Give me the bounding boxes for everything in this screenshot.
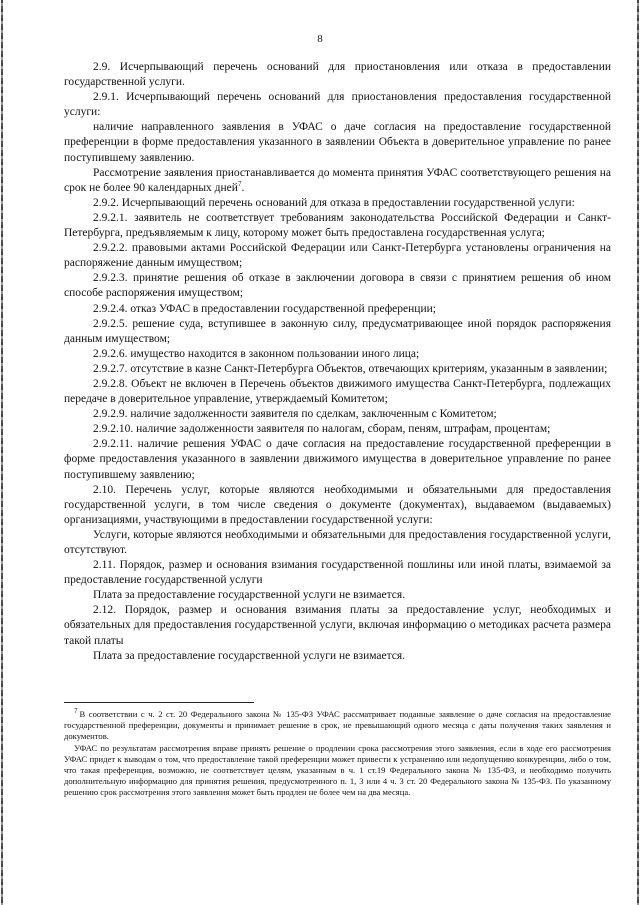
paragraph-services-absent: Услуги, которые являются необходимыми и обязательными для предоставления государственной услуги, отсутствуют. — [64, 528, 611, 556]
paragraph-fee-not-charged-1: Плата за предоставление государственной услуги не взимается. — [93, 589, 406, 602]
paragraph-2-9-2-3: 2.9.2.3. принятие решения об отказе в заключении договора в связи с принятием решения об ином способе распоряжения имуществом; — [64, 272, 611, 300]
suspension-term-text: Рассмотрение заявления приостанавливается до момента принятия УФАС соответствующего решения на срок не более 90 календарных дней — [64, 166, 611, 194]
footnote-7 — [64, 709, 611, 743]
paragraph-2-9-2-9: 2.9.2.9. наличие задолженности заявителя по сделкам, заключенным с Комитетом; — [93, 408, 497, 421]
paragraph-2-9-2-2: 2.9.2.2. правовыми актами Российской Федерации или Санкт-Петербурга установлены ограничения на распоряжение данным имуществом; — [64, 242, 611, 270]
paragraph-2-9-2-7: 2.9.2.7. отсутствие в казне Санкт-Петербурга Объектов, отвечающих критериям, указанным в заявлении; — [93, 362, 608, 375]
paragraph-2-12: 2.12. Порядок, размер и основания взимания платы за предоставление услуг, необходимых и обязательных для предоставления государственной услуги, включая информацию о методиках расчета размера такой платы — [64, 604, 611, 647]
paragraph-suspension-term — [64, 166, 611, 196]
scan-edge-left — [1, 0, 3, 905]
paragraph-2-9-2-8: 2.9.2.8. Объект не включен в Перечень объектов движимого имущества Санкт-Петербурга, подлежащих передаче в доверительное управление, утверждаемый Комитетом; — [64, 377, 611, 406]
footnotes — [64, 709, 611, 799]
paragraph-2-9-1: 2.9.1. Исчерпывающий перечень оснований для приостановления предоставления государственной услуги: — [64, 91, 611, 119]
page-number: 8 — [317, 33, 323, 45]
paragraph-2-9-2-6: 2.9.2.6. имущество находится в законном пользовании иного лица; — [93, 347, 420, 360]
footnote-7-continuation: УФАС по результатам рассмотрения вправе принять решение о продлении срока рассмотрения этого заявления, если в ходе его рассмотрения УФАС придет к выводам о том, что предоставление такой преференции может привести к устранению или недопущению конкуренции, либо о том, что такая преференция, возможно, не соответствует целям, указанным в ч. 1 ст.19 Федерального закона № 135-ФЗ, и необходимо получить дополнительную информацию для принятия решения, предусмотренного п. 1, 3 или 4 ч. 3 ст. 20 Федерального закона № 135-ФЗ. По указанному решению срок рассмотрения этого заявления может быть продлен не более чем на два месяца. — [64, 742, 611, 798]
footnote-mark: 7 — [74, 707, 78, 716]
paragraph-2-10: 2.10. Перечень услуг, которые являются необходимыми и обязательными для предоставления государственной услуги, в том числе сведения о документе (документах), выдаваемом (выдаваемых) организациями, участвующими в предоставлении государственной услуги: — [64, 483, 611, 526]
footnote-7-text: В соответствии с ч. 2 ст. 20 Федерального закона № 135-ФЗ УФАС рассматривает поданные заявление о даче согласия на предоставление государственной преференции, документы и принимает решение в срок, не превышающий одного месяца с даты получения таких заявления и документов. — [64, 709, 611, 742]
footnote-separator — [64, 702, 254, 703]
paragraph-2-9-2-11: 2.9.2.11. наличие решения УФАС о даче согласия на предоставление государственной преференции в форме предоставления указанного в заявлении движимого имущества в доверительное управление по ранее поступившему заявлению; — [64, 438, 611, 481]
paragraph-2-9-2: 2.9.2. Исчерпывающий перечень оснований для отказа в предоставлении государственной услуги: — [93, 196, 575, 209]
paragraph-fee-not-charged-2: Плата за предоставление государственной услуги не взимается. — [93, 649, 406, 662]
suspension-term-trailer: . — [241, 181, 245, 194]
paragraph-2-9-2-5: 2.9.2.5. решение суда, вступившее в законную силу, предусматривающее иной порядок распоряжения данным имуществом; — [64, 317, 611, 345]
paragraph-2-9-2-4: 2.9.2.4. отказ УФАС в предоставлении государственной преференции; — [93, 302, 436, 315]
paragraph-2-9: 2.9. Исчерпывающий перечень оснований для приостановления или отказа в предоставлении государственной услуги. — [64, 61, 611, 89]
footnote-ref-7[interactable]: 7 — [237, 179, 242, 188]
paragraph-suspension-ground: наличие направленного заявления в УФАС о даче согласия на предоставление государственной преференции в форме предоставления указанного в заявлении Объекта в доверительное управление по ранее поступившему заявлению. — [64, 121, 611, 164]
paragraph-2-9-2-1: 2.9.2.1. заявитель не соответствует требованиям законодательства Российской Федерации и Санкт-Петербурга, предъявляемым к лицу, которому может быть предоставлена государственная услуга; — [64, 211, 611, 240]
body-text — [64, 60, 611, 664]
scan-edge-right — [637, 0, 639, 905]
paragraph-2-11: 2.11. Порядок, размер и основания взимания государственной пошлины или иной платы, взимаемой за предоставление государственной услуги — [64, 559, 611, 587]
paragraph-2-9-2-10: 2.9.2.10. наличие задолженности заявителя по налогам, сборам, пеням, штрафам, процентам; — [93, 423, 551, 436]
